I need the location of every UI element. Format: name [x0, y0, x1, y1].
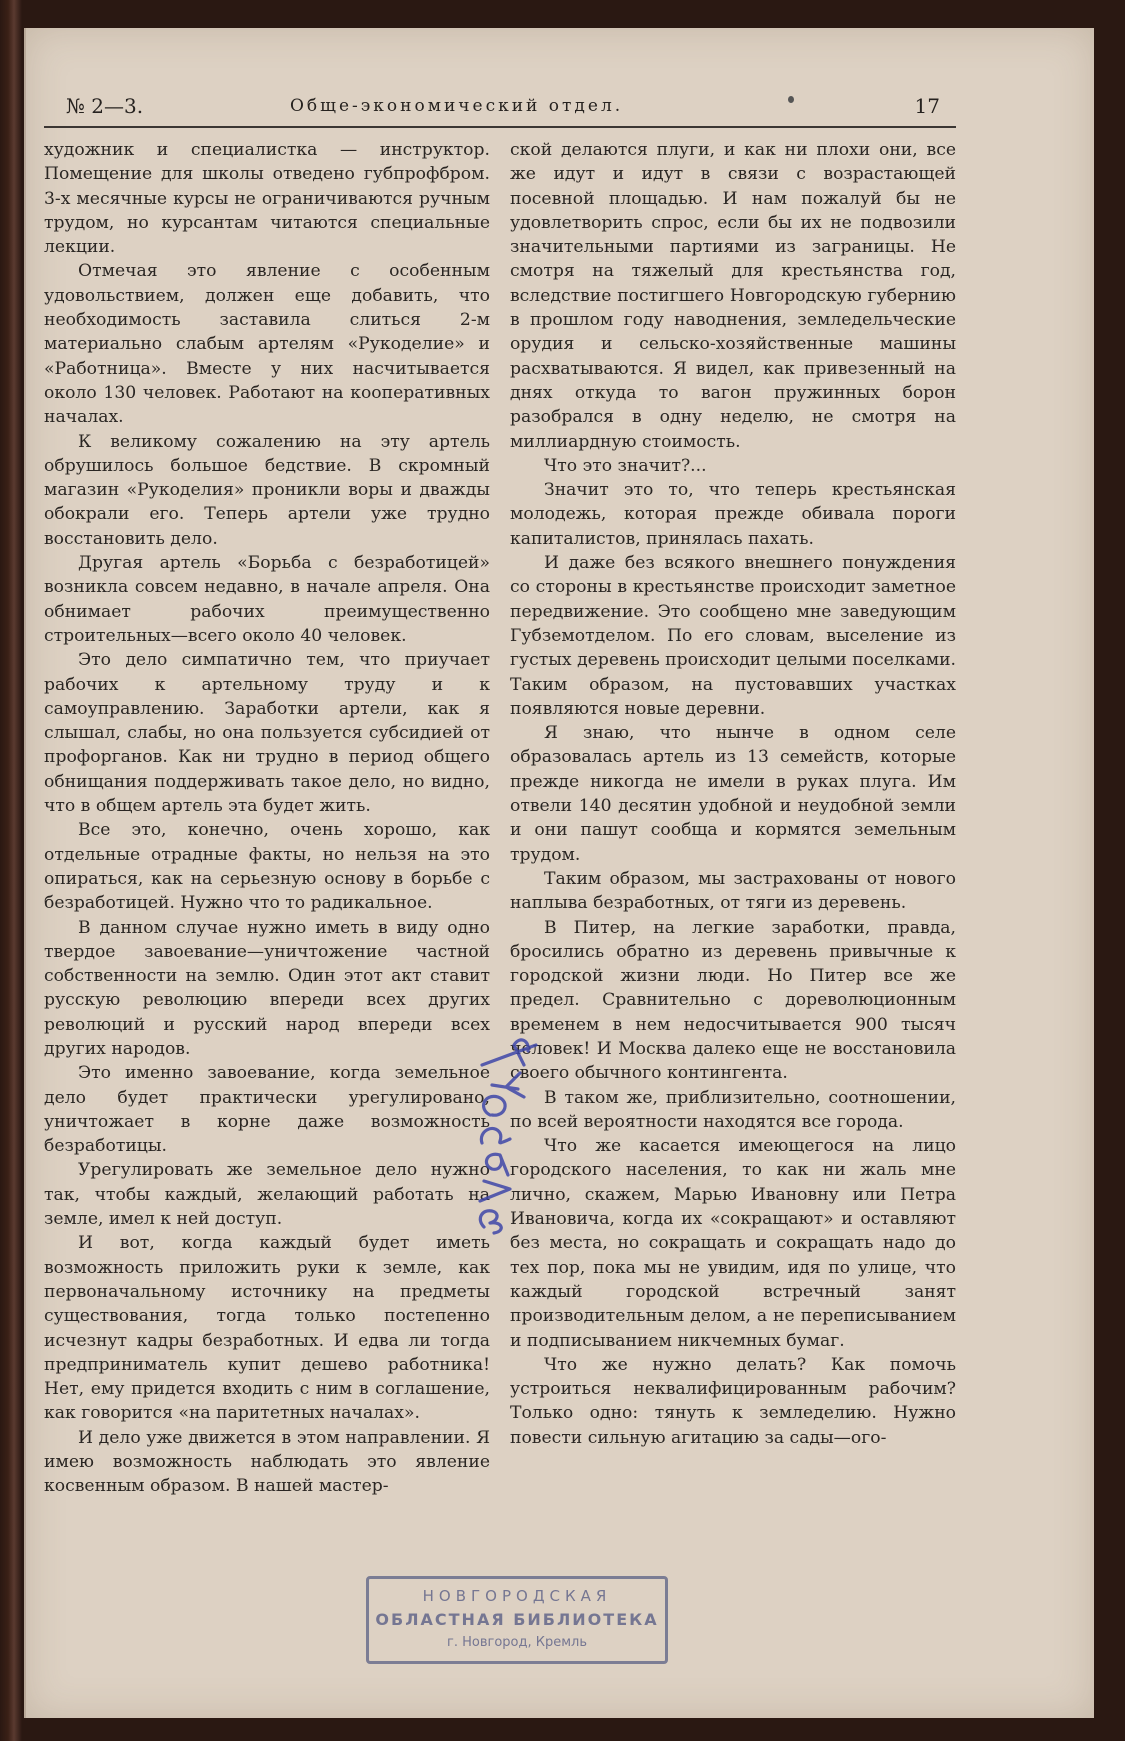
handwritten-inventory-mark [470, 1005, 540, 1235]
stamp-line: НОВГОРОДСКАЯ [422, 1587, 612, 1605]
paragraph: ской делаются плуги, и как ни плохи они, все же идут и идут в связи с возрастающей посевной площадью. И нам пожалуй бы не удовлетворить спрос, если бы их не подвозили значительными партиями из заграницы. Не смотря на тяжелый для крестьянства год, вследствие постигшего Новгородскую губернию в прошлом году наводнения, земледельческие орудия и сельско-хозяйственные машины расхватываются. Я видел, как привезенный на днях откуда то вагон пружинных борон разобрался в одну неделю, не смотря на миллиардную стоимость. [510, 140, 956, 452]
issue-number: № 2—3. [66, 94, 144, 118]
paragraph: Отмечая это явление с особенным удовольствием, должен еще добавить, что необходимость заставила слиться 2-м материально слабым артелям «Рукоделие» и «Работница». Вместе у них насчитывается около 130 человек. Работают на кооперативных началах. [44, 261, 490, 428]
paragraph: В таком же, приблизительно, соотношении, по всей вероятности находятся все города. [510, 1087, 956, 1132]
paragraph: Все это, конечно, очень хорошо, как отдельные отрадные факты, но нельзя на это опираться, как на серьезную основу в борьбе с безработицей. Нужно что то радикальное. [44, 820, 490, 914]
stamp-line: ОБЛАСТНАЯ БИБЛИОТЕКА [375, 1610, 659, 1629]
paragraph: В данном случае нужно иметь в виду одно твердое завоевание—уничтожение частной собственности на землю. Один этот акт ставит русскую революцию впереди всех других революций и русский народ впереди всех других народов. [44, 917, 490, 1059]
paragraph: И даже без всякого внешнего понуждения со стороны в крестьянстве происходит заметное передвижение. Это сообщено мне заведующим Губземотделом. По его словам, выселение из густых деревень происходит целыми поселками. Таким образом, на пустовавших участках появляются новые деревни. [510, 553, 956, 719]
paragraph: Урегулировать же земельное дело нужно так, чтобы каждый, желающий работать на земле, имел к ней доступ. [44, 1160, 490, 1230]
page-header [44, 88, 956, 128]
paragraph: Что же касается имеющегося на лицо городского населения, то как ни жаль мне лично, скажем, Марью Ивановну или Петра Ивановича, когда их «сокращают» и оставляют без места, но сокращать и сокращать надо до тех пор, пока мы не увидим, идя по улице, что каждый городской встречный занят производительным делом, а не переписыванием и подписыванием никчемных бумаг. [510, 1136, 956, 1351]
paragraph: Это именно завоевание, когда земельное дело будет практически урегулировано, уничтожает в корне даже возможность безработицы. [44, 1063, 490, 1157]
paragraph: В Питер, на легкие заработки, правда, бросились обратно из деревень привычные к городской жизни люди. Но Питер все же предел. Сравнительно с дореволюционным временем в нем недосчитывается 900 тысяч человек! И Москва далеко еще не восстановила своего обычного контингента. [510, 917, 956, 1084]
page-number: 17 [914, 94, 940, 118]
paragraph: Таким образом, мы застрахованы от нового наплыва безработных, от тяги из деревень. [510, 868, 956, 914]
paragraph: И дело уже движется в этом направлении. Я имею возможность наблюдать это явление косвенным образом. В нашей мастер- [44, 1427, 490, 1497]
paragraph: Что это значит?... [544, 455, 707, 476]
paragraph: художник и специалистка — инструктор. Помещение для школы отведено губпрофбром. 3-х месячные курсы не ограничиваются ручным трудом, но курсантам читаются специальные лекции. [44, 140, 490, 258]
paragraph: Значит это то, что теперь крестьянская молодежь, которая прежде обивала пороги капиталистов, принялась пахать. [510, 480, 956, 549]
left-column [44, 138, 490, 1499]
right-column [510, 138, 956, 1450]
section-title: Обще-экономический отдел. [290, 96, 624, 116]
paragraph: И вот, когда каждый будет иметь возможность приложить руки к земле, как первоначальному источнику на предметы существования, тогда только постепенно исчезнут кадры безработных. И едва ли тогда предприниматель купит дешево работника! Нет, ему придется входить с ним в соглашение, как говорится «на паритетных началах». [44, 1233, 490, 1424]
library-stamp [366, 1576, 668, 1664]
paragraph: Это дело симпатично тем, что приучает рабочих к артельному труду и к самоуправлению. Заработки артели, как я слышал, слабы, но она пользуется субсидией от профорганов. Как ни трудно в период общего обнищания поддерживать такое дело, но видно, что в общем артель эта будет жить. [44, 650, 490, 817]
paragraph: К великому сожалению на эту артель обрушилось большое бедствие. В скромный магазин «Рукоделия» проникли воры и дважды обокрали его. Теперь артели уже трудно восстановить дело. [44, 431, 490, 549]
paragraph: Я знаю, что нынче в одном селе образовалась артель из 13 семейств, которые прежде никогда не имели в руках плуга. Им отвели 140 десятин удобной и неудобной земли и они пашут сообща и кормятся земельным трудом. [510, 723, 956, 865]
paragraph: Что же нужно делать? Как помочь устроиться неквалифицированным рабочим? Только одно: тянуть к земледелию. Нужно повести сильную агитацию за сады—ого- [510, 1354, 956, 1448]
stamp-line: г. Новгород, Кремль [447, 1635, 587, 1650]
paragraph: Другая артель «Борьба с безработицей» возникла совсем недавно, в начале апреля. Она обнимает рабочих преимущественно строительных—всего около 40 человек. [44, 553, 490, 646]
